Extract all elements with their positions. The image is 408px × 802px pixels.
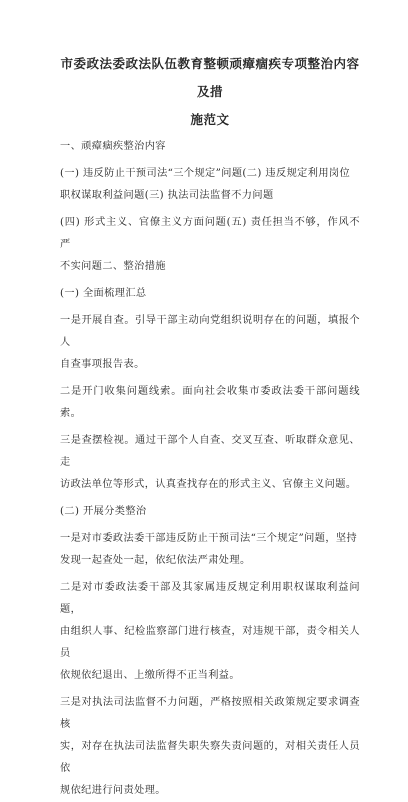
text-line: 访政法单位等形式，认真查找存在的形式主义、官僚主义问题。 [60,479,357,490]
paragraph-rectify-1 [60,528,360,572]
text-line: 由组织人事、纪检监察部门进行核查，对违规干部，责令相关人员 [60,626,360,659]
paragraph-issues-4-5 [60,212,360,278]
text-line: 依规依纪退出、上缴所得不正当利益。 [60,670,240,681]
paragraph-rectify-2 [60,577,360,687]
text-line: 实，对存在执法司法监督失职失察失责问题的，对相关责任人员依 [60,741,360,774]
text-line: 一是开展自查。引导干部主动向党组织说明存在的问题，填报个人 [60,315,360,348]
paragraph-issues-1-3 [60,163,360,207]
title-line-1: 市委政法委政法队伍教育整顿顽瘴痼疾专项整治内容及措 [60,56,360,99]
text-line: 二是开门收集问题线索。面向社会收集市委政法委干部问题线索。 [60,386,360,419]
heading-section-1 [60,136,360,158]
text-line: 规依纪进行问责处理。 [60,785,166,796]
text-line: (一) 违反防止干预司法“三个规定”问题(二) 违反规定利用岗位 [60,168,351,179]
text-line: 不实问题二、整治措施 [60,261,166,272]
text-line: (二) 开展分类整治 [60,506,147,517]
text-line: 一是对市委政法委干部违反防止干预司法“三个规定”问题，坚持 [60,533,358,544]
document-title [60,50,360,134]
text-line: 发现一起查处一起，依纪依法严肃处理。 [60,555,251,566]
text-line: (四) 形式主义、官僚主义方面问题(五) 责任担当不够，作风不严 [60,217,360,250]
paragraph-review [60,430,360,496]
paragraph-collect-clues [60,381,360,425]
text-line: 职权谋取利益问题(三) 执法司法监督不力问题 [60,190,274,201]
paragraph-self-check [60,310,360,376]
subheading-summary [60,283,360,305]
text-line: 自查事项报告表。 [60,359,145,370]
text-line: (一) 全面梳理汇总 [60,288,147,299]
text-line: 三是对执法司法监督不力问题，严格按照相关政策规定要求调查核 [60,697,360,730]
title-line-2: 施范文 [190,112,230,127]
paragraph-rectify-3 [60,692,360,802]
text-line: 二是对市委政法委干部及其家属违反规定利用职权谋取利益问题， [60,582,360,615]
subheading-classified-rectification [60,501,360,523]
text-line: 一、顽瘴痼疾整治内容 [60,141,166,152]
text-line: 三是查摆检视。通过干部个人自查、交叉互查、听取群众意见、走 [60,435,360,468]
